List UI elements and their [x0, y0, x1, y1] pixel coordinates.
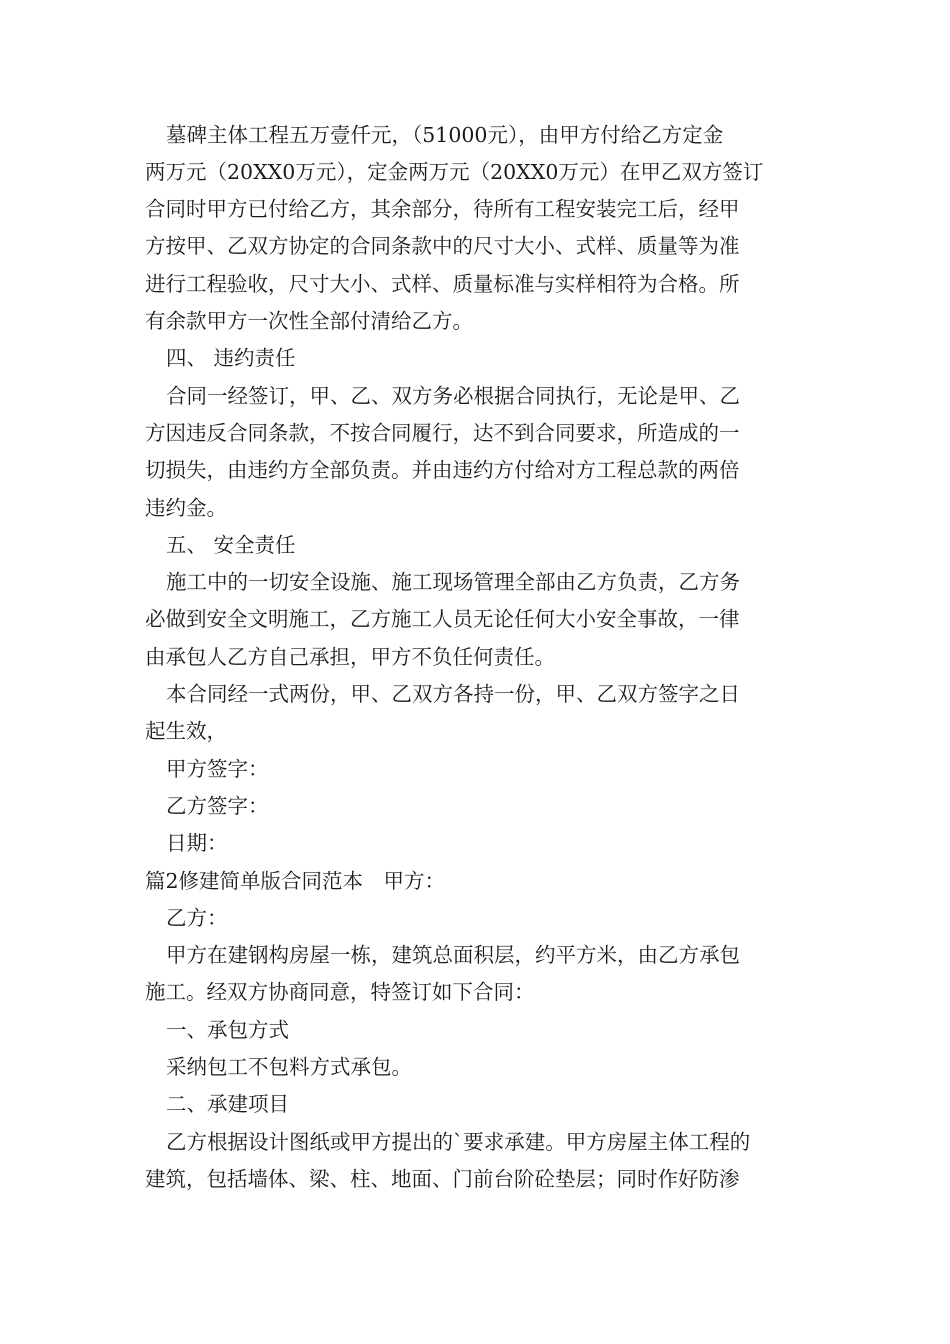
paragraph-line: 建筑，包括墙体、梁、柱、地面、门前台阶砼垫层；同时作好防渗 [145, 1167, 740, 1191]
date-label: 日期： [166, 831, 228, 855]
signature-label-party-b: 乙方签字： [166, 794, 269, 818]
paragraph-line: 切损失，由违约方全部负责。并由违约方付给对方工程总款的两倍 [145, 458, 740, 482]
paragraph-line: 本合同经一式两份，甲、乙双方各持一份，甲、乙双方签字之日 [166, 682, 740, 706]
paragraph-line: 违约金。 [145, 496, 227, 520]
paragraph-line: 有余款甲方一次性全部付清给乙方。 [145, 309, 473, 333]
paragraph-line: 起生效， [145, 719, 227, 743]
section-heading: 二、承建项目 [166, 1092, 289, 1116]
paragraph-line: 必做到安全文明施工，乙方施工人员无论任何大小安全事故，一律 [145, 607, 740, 631]
paragraph-line: 由承包人乙方自己承担，甲方不负任何责任。 [145, 645, 555, 669]
contract-title-line: 篇2修建简单版合同范本 甲方： [145, 869, 446, 893]
paragraph-line: 墓碑主体工程五万壹仟元，（51000元），由甲方付给乙方定金 [166, 123, 724, 147]
section-heading: 四、 违约责任 [166, 346, 296, 370]
paragraph-line: 采纳包工不包料方式承包。 [166, 1055, 412, 1079]
signature-label-party-a: 甲方签字： [166, 757, 269, 781]
paragraph-line: 乙方根据设计图纸或甲方提出的`要求承建。甲方房屋主体工程的 [166, 1130, 751, 1154]
section-heading: 五、 安全责任 [166, 533, 296, 557]
paragraph-line: 合同一经签订，甲、乙、双方务必根据合同执行，无论是甲、乙 [166, 384, 740, 408]
paragraph-line: 合同时甲方已付给乙方，其余部分，待所有工程安装完工后，经甲 [145, 197, 740, 221]
party-b-label: 乙方： [166, 906, 228, 930]
paragraph-line: 甲方在建钢构房屋一栋，建筑总面积层，约平方米，由乙方承包 [166, 943, 740, 967]
paragraph-line: 施工中的一切安全设施、施工现场管理全部由乙方负责，乙方务 [166, 570, 740, 594]
paragraph-line: 施工。经双方协商同意，特签订如下合同： [145, 980, 535, 1004]
paragraph-line: 方因违反合同条款，不按合同履行，达不到合同要求，所造成的一 [145, 421, 740, 445]
paragraph-line: 两万元（20XX0万元），定金两万元（20XX0万元）在甲乙双方签订 [145, 160, 764, 184]
paragraph-line: 进行工程验收，尺寸大小、式样、质量标准与实样相符为合格。所 [145, 272, 740, 296]
section-heading: 一、承包方式 [166, 1018, 289, 1042]
paragraph-line: 方按甲、乙双方协定的合同条款中的尺寸大小、式样、质量等为准 [145, 234, 740, 258]
